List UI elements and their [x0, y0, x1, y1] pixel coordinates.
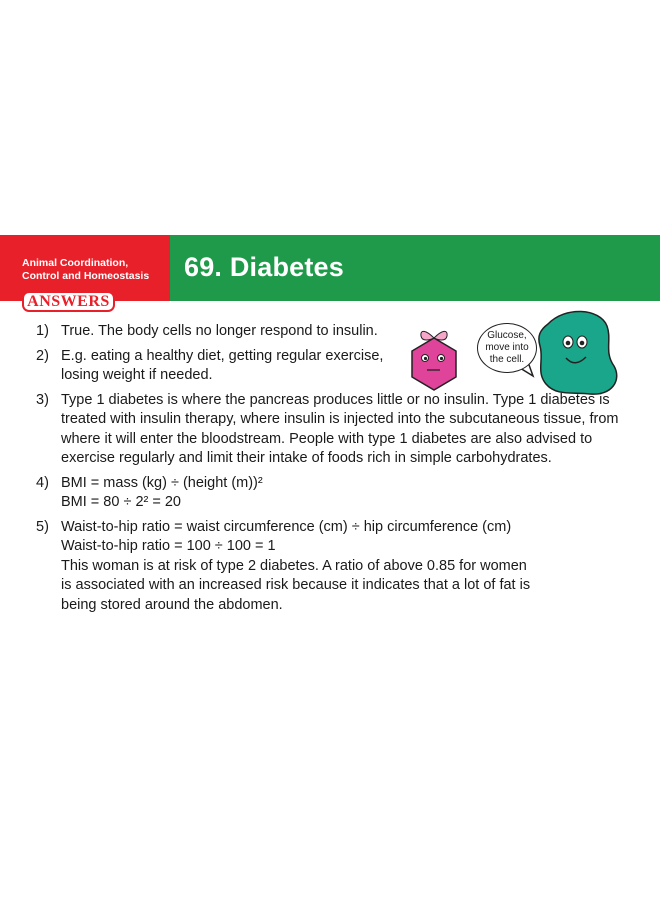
answer-line: E.g. eating a healthy diet, getting regular exercise, [61, 347, 384, 364]
answer-item [36, 518, 626, 616]
answer-number: 4) [36, 474, 49, 491]
answer-number: 5) [36, 518, 49, 535]
speech-line-1: Glucose, [487, 330, 527, 341]
answers-badge: ANSWERS [22, 291, 115, 312]
answer-item [36, 391, 626, 469]
answer-line: BMI = mass (kg) ÷ (height (m))² [61, 474, 263, 491]
answer-line: exercise regularly and limit their intake of foods rich in simple carbohydrates. [61, 450, 552, 466]
answer-line: This woman is at risk of type 2 diabetes. A ratio of above 0.85 for women [61, 557, 527, 574]
answer-line: losing weight if needed. [61, 367, 213, 383]
answer-line: BMI = 80 ÷ 2² = 20 [61, 494, 181, 510]
speech-line-2: move into [485, 342, 529, 353]
answer-number: 2) [36, 347, 49, 364]
answer-item [36, 347, 406, 386]
answer-line: Waist-to-hip ratio = waist circumference (cm) ÷ hip circumference (cm) [61, 518, 512, 535]
answer-line: True. The body cells no longer respond to insulin. [61, 323, 378, 339]
answer-number: 3) [36, 391, 49, 408]
answer-line: treated with insulin therapy, where insulin is injected into the subcutaneous tissue, from [61, 411, 619, 427]
speech-line-3: the cell. [489, 354, 525, 365]
topic-line-2: Control and Homeostasis [22, 270, 150, 282]
answer-line: Type 1 diabetes is where the pancreas produces little or no insulin. Type 1 diabetes is [61, 391, 610, 408]
answer-list [36, 322, 626, 620]
topic-line-1: Animal Coordination, [22, 257, 129, 269]
answer-line: Waist-to-hip ratio = 100 ÷ 100 = 1 [61, 538, 276, 554]
answer-item [36, 322, 406, 342]
answer-line: where it will enter the bloodstream. People with type 1 diabetes are also advised to [61, 430, 593, 447]
answer-number: 1) [36, 323, 49, 339]
page-title: 69. Diabetes [184, 252, 344, 282]
answer-line: being stored around the abdomen. [61, 596, 283, 613]
answer-item [36, 474, 626, 513]
answer-line: is associated with an increased risk because it indicates that a lot of fat is [61, 577, 531, 593]
